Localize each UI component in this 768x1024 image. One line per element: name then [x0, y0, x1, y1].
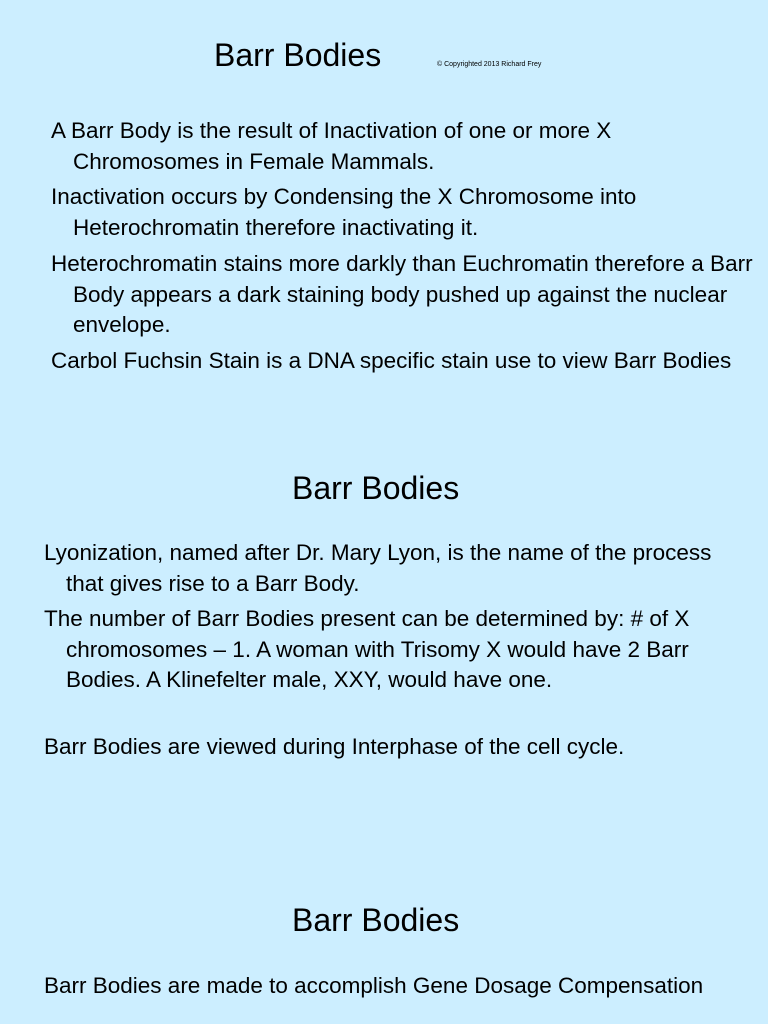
- slide-title: Barr Bodies: [292, 902, 460, 938]
- slide-title: Barr Bodies: [214, 37, 382, 73]
- paragraph: Barr Bodies are viewed during Interphase of the cell cycle.: [44, 734, 625, 759]
- paragraph: A Barr Body is the result of Inactivation of one or more X Chromosomes in Female Mammals.: [51, 118, 612, 174]
- paragraph: Inactivation occurs by Condensing the X Chromosome into Heterochromatin therefore inactivating it.: [51, 184, 637, 240]
- slide-3: [0, 880, 768, 1024]
- paragraph: Barr Bodies are made to accomplish Gene Dosage Compensation: [44, 973, 704, 998]
- slide-2: [0, 440, 768, 880]
- copyright-notice: © Copyrighted 2013 Richard Frey: [437, 61, 542, 68]
- paragraph: Heterochromatin stains more darkly than Euchromatin therefore a Barr Body appears a dark staining body pushed up against the nuclear envelope.: [51, 251, 753, 337]
- slide-1: [0, 0, 768, 440]
- slide-title: Barr Bodies: [292, 470, 460, 506]
- paragraph: Carbol Fuchsin Stain is a DNA specific stain use to view Barr Bodies: [51, 348, 732, 373]
- paragraph: Lyonization, named after Dr. Mary Lyon, is the name of the process that gives rise to a Barr Body.: [44, 540, 712, 596]
- paragraph: The number of Barr Bodies present can be determined by: # of X chromosomes – 1. A woman with Trisomy X would have 2 Barr Bodies. A Klinefelter male, XXY, would have one.: [44, 606, 690, 692]
